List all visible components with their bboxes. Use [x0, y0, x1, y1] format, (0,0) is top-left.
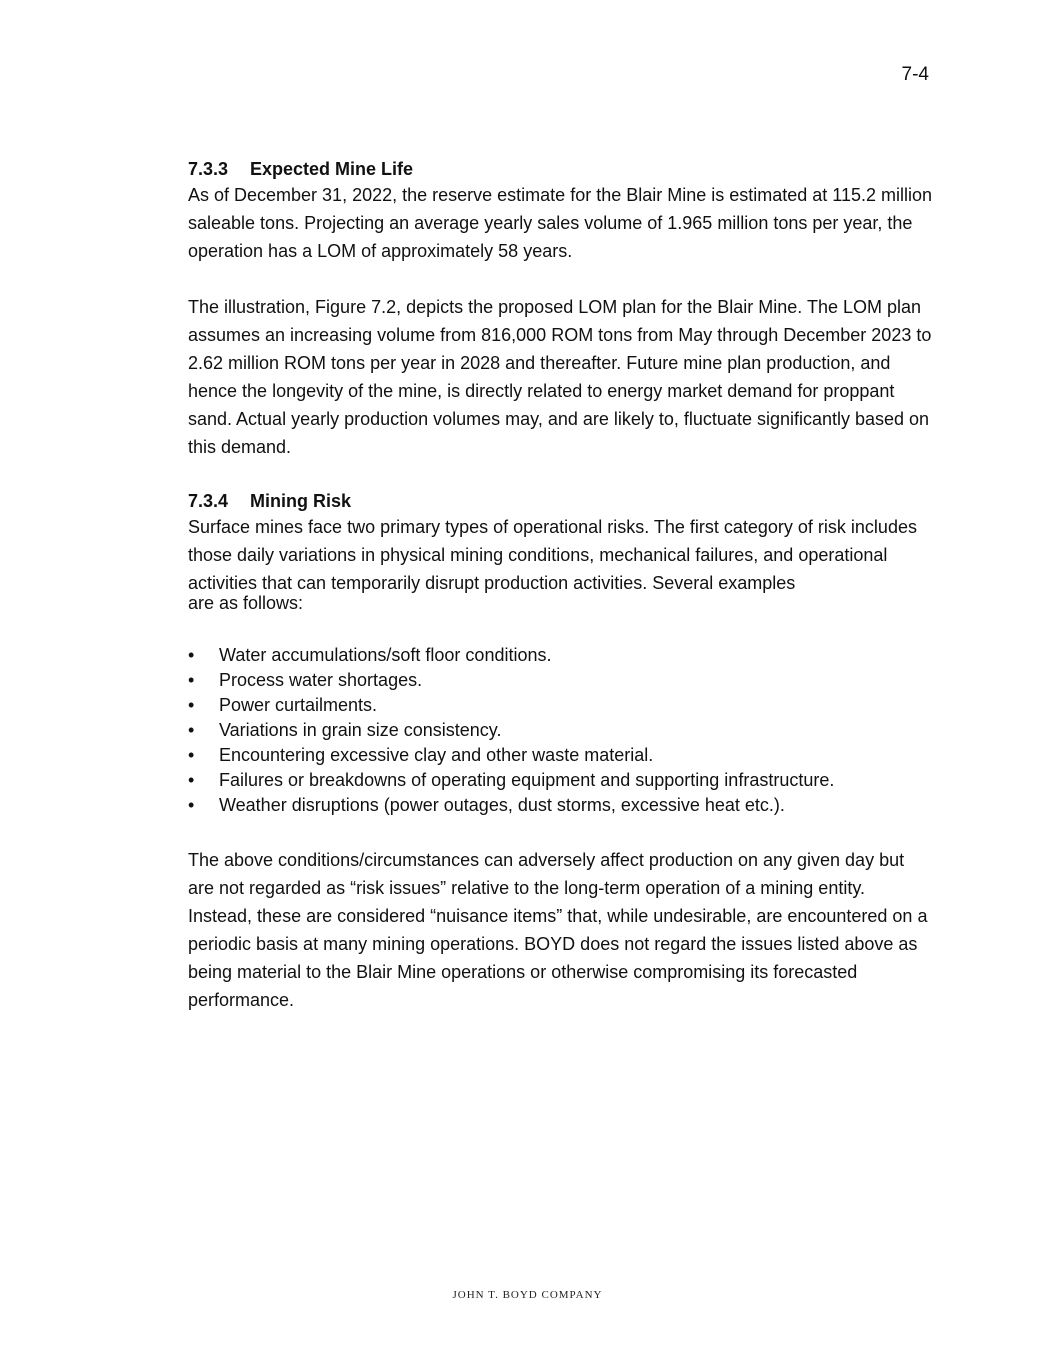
- bullet-icon: •: [188, 720, 195, 740]
- list-item: [188, 643, 933, 668]
- spacer: [188, 818, 933, 846]
- section-heading-mining-risk: [188, 489, 933, 513]
- list-item-text: Power curtailments.: [219, 695, 378, 715]
- list-item: [188, 668, 933, 693]
- section-title: Expected Mine Life: [250, 159, 414, 179]
- paragraph-operational-risks: [188, 513, 933, 611]
- bullet-icon: •: [188, 795, 195, 815]
- spacer: [188, 265, 933, 293]
- bullet-icon: •: [188, 745, 195, 765]
- footer-company-name: JOHN T. BOYD COMPANY: [452, 1289, 603, 1301]
- section-heading-expected-mine-life: [188, 157, 933, 181]
- paragraph-nuisance-items: The above conditions/circumstances can adversely affect production on any given day but are not regarded as “risk issues” relative to the long-term operation of a mining entity. Instead, these are considered “nuisance items” that, while undesirable, are encountered on a periodic basis at many mining operations. BOYD does not regard the issues listed above as being material to the Blair Mine operations or otherwise compromising its forecasted performance.: [188, 850, 928, 1010]
- paragraph-text: Surface mines face two primary types of operational risks. The first category of risk includes those daily variations in physical mining conditions, mechanical failures, and operational activities that can temporarily disrupt production activities. Several examples: [188, 517, 917, 593]
- list-item-text: Water accumulations/soft floor conditions.: [219, 645, 552, 665]
- paragraph-text-tail: are as follows:: [188, 593, 304, 613]
- risk-examples-list: [188, 643, 933, 818]
- bullet-icon: •: [188, 695, 195, 715]
- spacer: [188, 461, 933, 489]
- list-item: [188, 693, 933, 718]
- page-number: 7-4: [901, 64, 929, 85]
- paragraph-lom-plan: The illustration, Figure 7.2, depicts the proposed LOM plan for the Blair Mine. The LOM plan assumes an increasing volume from 816,000 ROM tons from May through December 2023 to 2.62 million ROM tons per year in 2028 and thereafter. Future mine plan production, and hence the longevity of the mine, is directly related to energy market demand for proppant sand. Actual yearly production volumes may, and are likely to, fluctuate significantly based on this demand.: [188, 297, 932, 457]
- list-item: [188, 718, 933, 743]
- list-item: [188, 743, 933, 768]
- document-body: [188, 157, 933, 1014]
- list-item-text: Failures or breakdowns of operating equipment and supporting infrastructure.: [219, 770, 835, 790]
- list-item-text: Process water shortages.: [219, 670, 423, 690]
- list-item-text: Weather disruptions (power outages, dust storms, excessive heat etc.).: [219, 795, 785, 815]
- list-item-text: Variations in grain size consistency.: [219, 720, 502, 740]
- bullet-icon: •: [188, 770, 195, 790]
- bullet-icon: •: [188, 645, 195, 665]
- list-item: [188, 793, 933, 818]
- paragraph-reserve-estimate: As of December 31, 2022, the reserve estimate for the Blair Mine is estimated at 115.2 million saleable tons. Projecting an average yearly sales volume of 1.965 million tons per year, the operation has a LOM of approximately 58 years.: [188, 185, 933, 261]
- list-item-text: Encountering excessive clay and other waste material.: [219, 745, 654, 765]
- section-title: Mining Risk: [250, 491, 352, 511]
- section-number: 7.3.3: [188, 159, 229, 179]
- list-item: [188, 768, 933, 793]
- section-number: 7.3.4: [188, 491, 229, 511]
- bullet-icon: •: [188, 670, 195, 690]
